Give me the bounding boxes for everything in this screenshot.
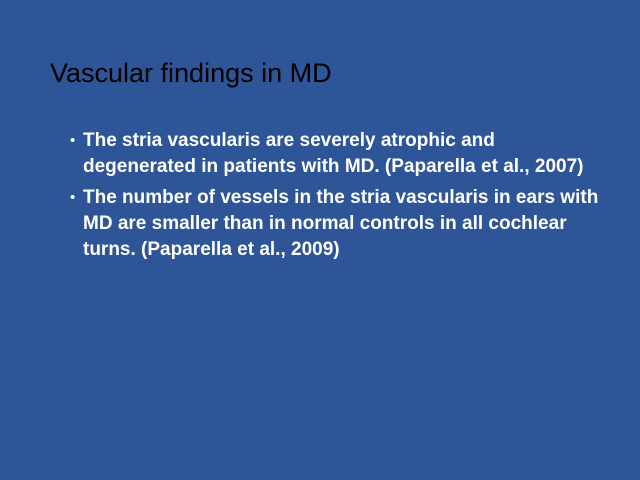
bullet-text: The number of vessels in the stria vascularis in ears with MD are smaller than in normal controls in all cochlear turns. (Paparella et al., 2009) xyxy=(83,187,599,260)
bullet-text: The stria vascularis are severely atrophic and degenerated in patients with MD. (Paparella et al., 2007) xyxy=(83,130,584,177)
slide-title: Vascular findings in MD xyxy=(50,58,332,88)
bullet-marker: • xyxy=(70,189,76,206)
bullet-marker: • xyxy=(70,132,76,149)
bullet-item xyxy=(70,185,610,263)
bullet-list xyxy=(70,128,610,268)
bullet-item xyxy=(70,128,610,180)
